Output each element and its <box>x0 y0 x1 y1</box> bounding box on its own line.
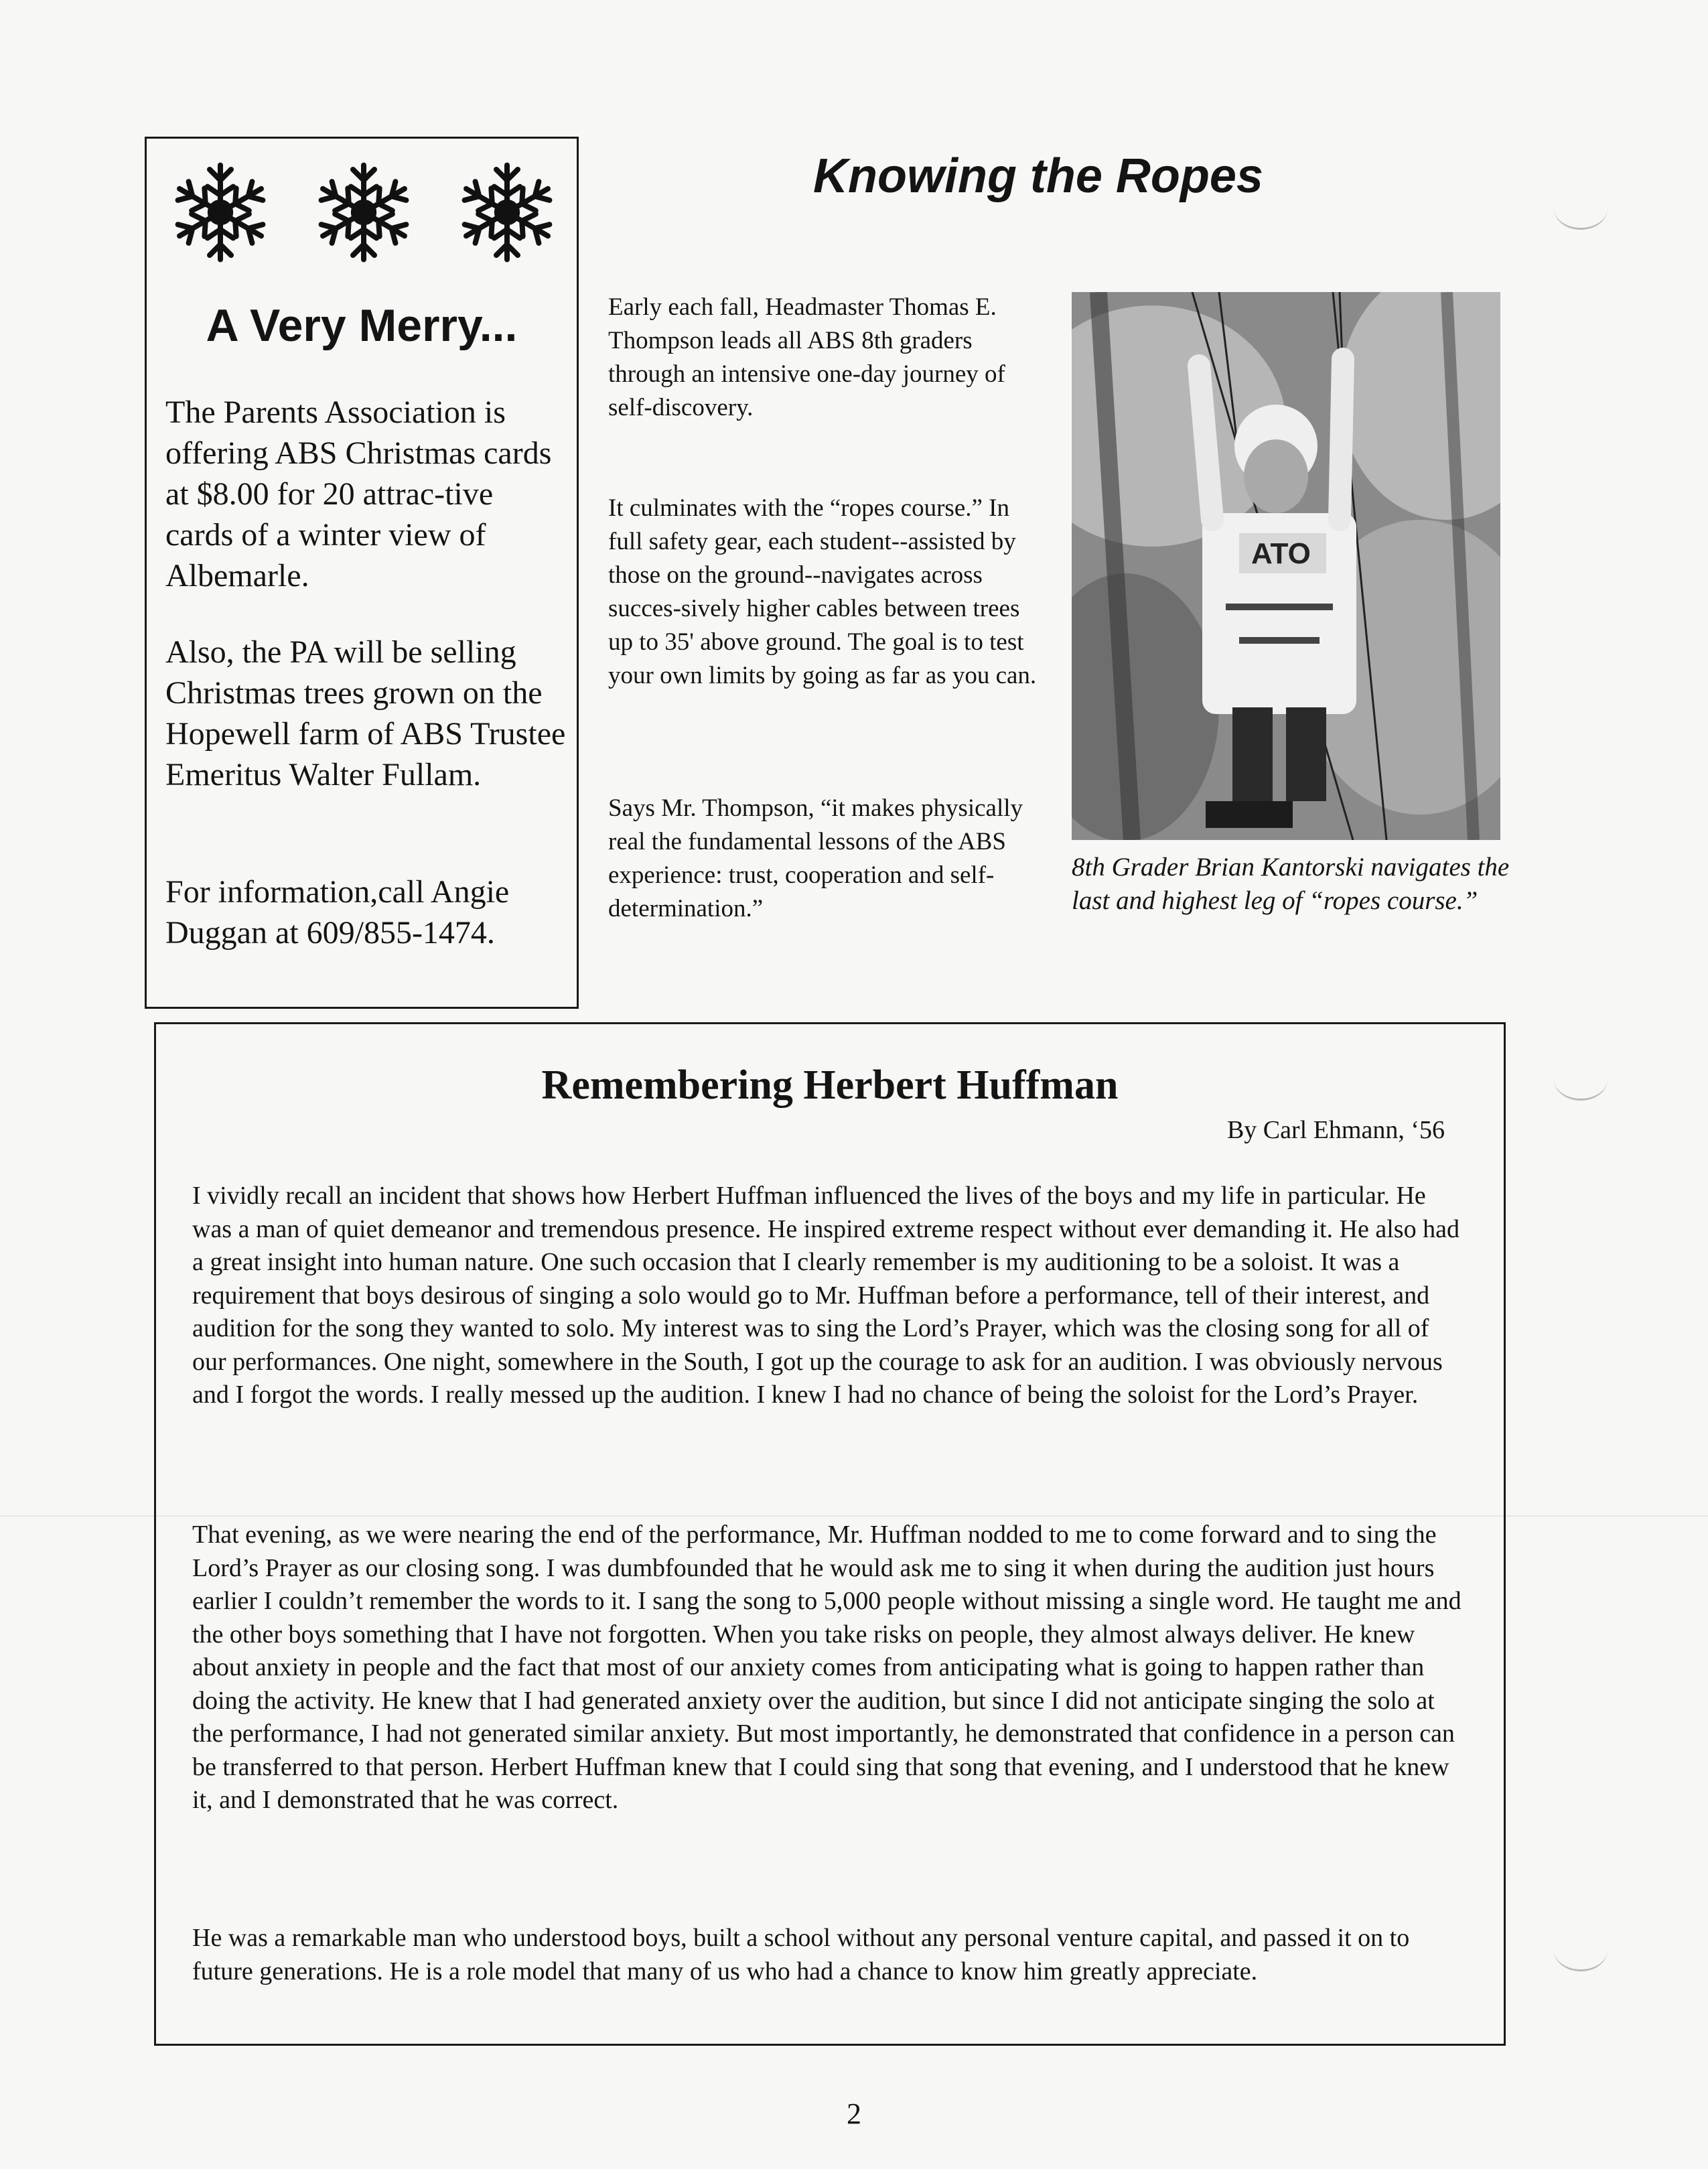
binder-hole-mark <box>1554 1929 1608 1971</box>
notice-title: A Very Merry... <box>206 300 518 351</box>
article-title: Remembering Herbert Huffman <box>541 1062 1119 1108</box>
article-paragraph: Says Mr. Thompson, “it makes physically real the fundamental lessons of the ABS experience: trust, cooperation and self-determination.” <box>608 794 1023 922</box>
ropes-course-photo <box>1072 292 1500 840</box>
shirt-text: ATO <box>1251 537 1311 570</box>
snowflake-icon <box>167 159 274 266</box>
christmas-notice-box <box>145 137 579 1009</box>
article-paragraph: I vividly recall an incident that shows how Herbert Huffman influenced the lives of the boys and my life in particular. He was a man of quiet demeanor and tremendous presence. He inspired extreme respect without ever demanding it. He also had a great insight into human nature. One such occasion that I clearly remember is my auditioning to be a soloist. It was a requirement that boys desirous of singing a solo would go to Mr. Huffman before a performance, tell of their interest, and audition for the song they wanted to solo. My interest was to sing the Lord’s Prayer, which was the closing song for all of our performances. One night, somewhere in the South, I got up the courage to ask for an audition. I was obviously nervous and I forgot the words. I really messed up the audition. I knew I had no chance of being the soloist for the Lord’s Prayer. <box>192 1182 1460 1409</box>
binder-hole-mark <box>1554 188 1608 230</box>
remembering-article-box <box>154 1022 1506 2046</box>
article-paragraph: He was a remarkable man who understood boys, built a school without any personal venture capital, and passed it on to future generations. He is a role model that many of us who had a chance to know him greatly appreciate. <box>192 1924 1410 1985</box>
notice-paragraph: For information,call Angie Duggan at 609/855-1474. <box>165 874 510 951</box>
article-paragraph: It culminates with the “ropes course.” In full safety gear, each student--assisted by those on the ground--navigates across succes-sively higher cables between trees up to 35' above ground. The goal is to test your own limits by going as far as you can. <box>608 494 1037 689</box>
article-paragraph: Early each fall, Headmaster Thomas E. Thompson leads all ABS 8th graders through an intensive one-day journey of self-discovery. <box>608 293 1005 421</box>
binder-hole-mark <box>1554 1058 1608 1101</box>
snowflake-icon <box>310 159 417 266</box>
photo-caption: 8th Grader Brian Kantorski navigates the last and highest leg of “ropes course.” <box>1072 853 1510 915</box>
article-byline: By Carl Ehmann, ‘56 <box>1226 1116 1445 1144</box>
notice-paragraph: The Parents Association is offering ABS Christmas cards at $8.00 for 20 attrac-tive cards of a winter view of Albemarle. <box>165 395 552 593</box>
article-title: Knowing the Ropes <box>813 149 1263 203</box>
snowflake-icon <box>453 159 561 266</box>
notice-paragraph: Also, the PA will be selling Christmas trees grown on the Hopewell farm of ABS Trustee Emeritus Walter Fullam. <box>165 634 566 792</box>
article-paragraph: That evening, as we were nearing the end of the performance, Mr. Huffman nodded to me to come forward and to sing the Lord’s Prayer as our closing song. I was dumbfounded that he would ask me to sing it when during the audition just hours earlier I couldn’t remember the words to it. I sang the song to 5,000 people without missing a single word. He taught me and the other boys something that I have not forgotten. When you take risks on people, they almost always deliver. He knew about anxiety in people and the fact that most of our anxiety comes from anticipating what is going to happen rather than doing the activity. He knew that I had generated anxiety over the audition, but since I did not anticipate singing the solo at the performance, I had not generated similar anxiety. But most importantly, he demonstrated that confidence in a person can be transferred to that person. Herbert Huffman knew that I could sing that song that evening, and I understood that he knew it, and I demonstrated that he was correct. <box>192 1521 1462 1814</box>
page-number: 2 <box>847 2097 861 2130</box>
